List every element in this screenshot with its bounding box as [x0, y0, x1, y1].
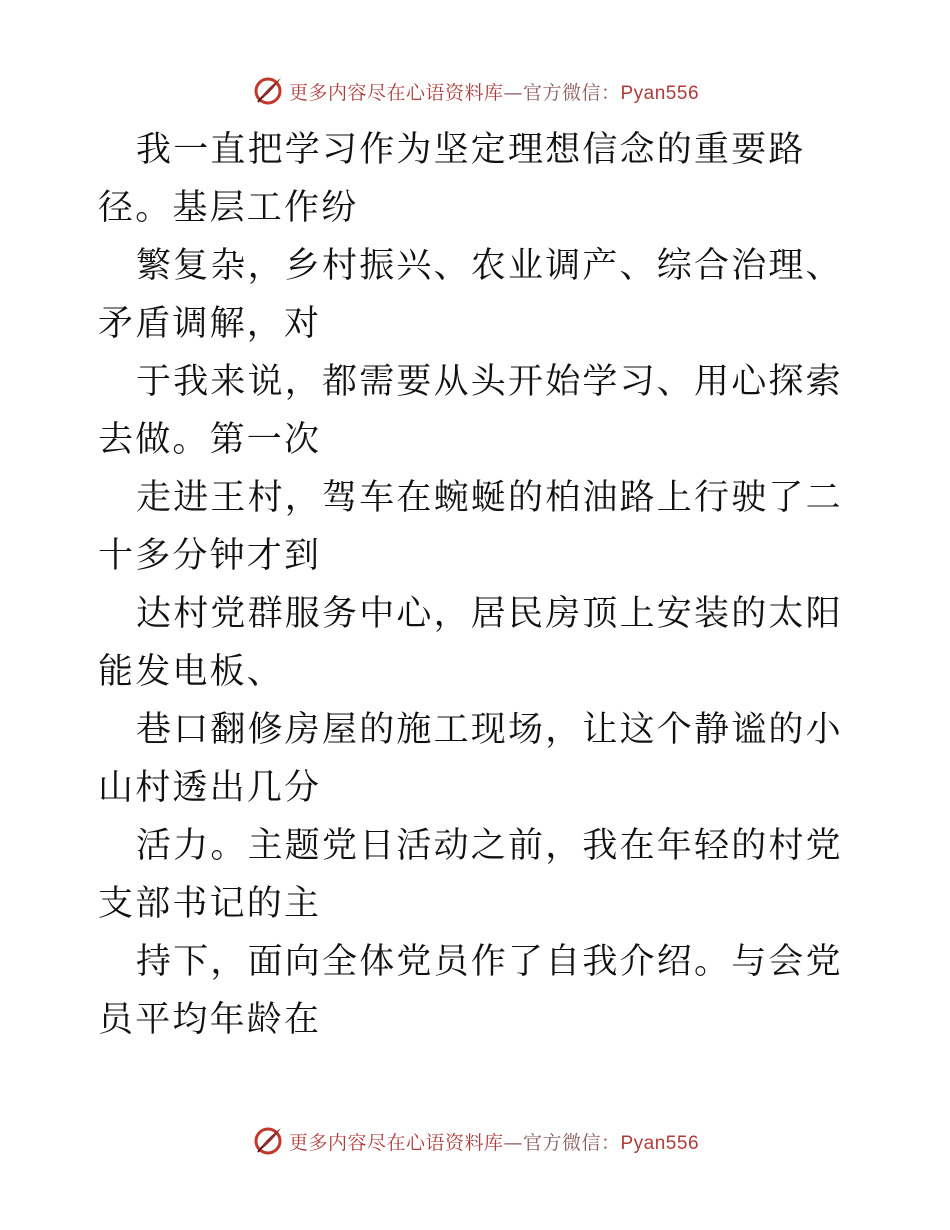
watermark-brand: 更多内容尽在心语资料库: [288, 1131, 504, 1154]
watermark-text: [289, 1128, 699, 1155]
footer-watermark: [0, 1121, 950, 1161]
watermark-contact-id: Pyan556: [620, 82, 700, 104]
paragraph: 走进王村，驾车在蜿蜒的柏油路上行驶了二十多分钟才到: [98, 478, 843, 576]
quill-logo-icon: [251, 74, 285, 108]
header-watermark: [0, 71, 950, 111]
paragraph: 繁复杂，乡村振兴、农业调产、综合治理、矛盾调解，对: [98, 246, 843, 344]
paragraph: 活力。主题党日活动之前，我在年轻的村党支部书记的主: [98, 826, 843, 924]
quill-logo-icon: [251, 1124, 285, 1158]
paragraph: 巷口翻修房屋的施工现场，让这个静谧的小山村透出几分: [98, 710, 843, 808]
watermark-dash: —: [503, 81, 523, 104]
watermark-contact-id: Pyan556: [620, 1132, 700, 1154]
watermark-text: [289, 78, 699, 105]
watermark-contact-label: 官方微信：: [522, 1131, 621, 1154]
paragraph: 于我来说，都需要从头开始学习、用心探索去做。第一次: [98, 362, 843, 460]
paragraph: 达村党群服务中心，居民房顶上安装的太阳能发电板、: [98, 594, 843, 692]
paragraph: 我一直把学习作为坚定理想信念的重要路径。基层工作纷: [98, 130, 806, 228]
paragraph: 持下，面向全体党员作了自我介绍。与会党员平均年龄在: [98, 942, 843, 1040]
watermark-brand: 更多内容尽在心语资料库: [288, 81, 504, 104]
document-body: [98, 121, 854, 1049]
watermark-contact-label: 官方微信：: [522, 81, 621, 104]
watermark-dash: —: [503, 1131, 523, 1154]
